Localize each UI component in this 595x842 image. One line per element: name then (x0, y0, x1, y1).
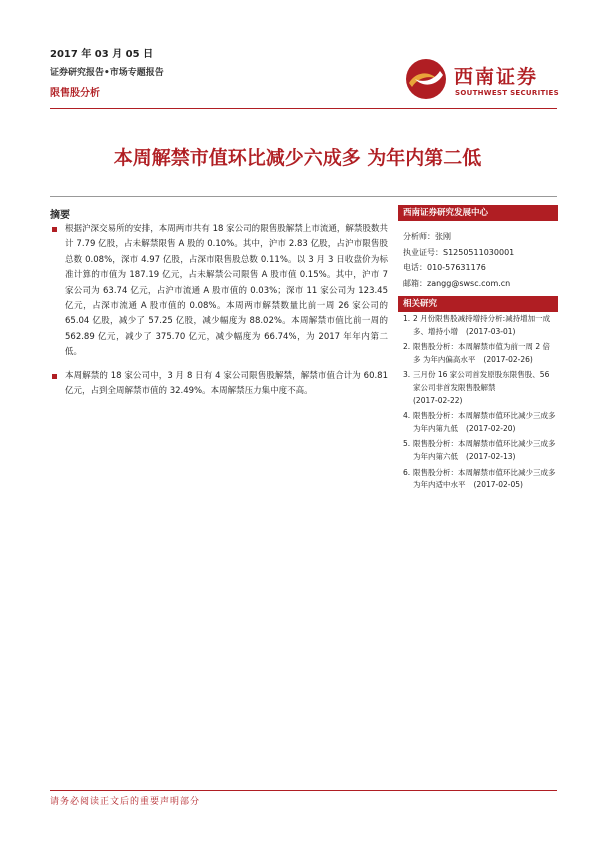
summary-bullet (50, 369, 388, 400)
related-item[interactable] (403, 410, 557, 435)
summary-bullet (50, 222, 388, 361)
title-divider (50, 196, 557, 197)
related-item-number: 5. (403, 439, 411, 449)
dept-heading: 西南证券研究发展中心 (398, 205, 558, 221)
related-item-date: (2017-02-26) (483, 354, 533, 364)
analyst-email[interactable]: 邮箱：zangg@swsc.com.cn (403, 278, 511, 288)
header-divider (50, 108, 557, 109)
analyst-name: 分析师：张刚 (403, 232, 451, 241)
related-item-number: 6. (403, 467, 411, 477)
related-item-number: 3. (403, 370, 411, 380)
related-item[interactable] (403, 369, 557, 407)
summary-body (50, 222, 388, 407)
related-item-date: (2017-03-01) (466, 326, 516, 336)
related-item-date: (2017-02-05) (473, 480, 523, 490)
footer-disclaimer: 请务必阅读正文后的重要声明部分 (50, 797, 201, 807)
analyst-license: 执业证号：S1250511030001 (403, 247, 515, 257)
company-logo (404, 55, 574, 105)
bullet-square-icon (52, 374, 57, 379)
related-item-date: (2017-02-20) (466, 423, 516, 433)
footer-divider (50, 790, 557, 791)
related-item-number: 2. (403, 342, 411, 352)
summary-bullet-text: 根据沪深交易所的安排，本周两市共有 18 家公司的限售股解禁上市流通，解禁股数共计 7.79 亿股，占未解禁限售 A 股的 0.10%。其中，沪市 2.83 亿股，占沪市限售股总数 0.08%，深市 4.97 亿股，占深市限售股总数 0.11%。以 3 月 3 日收盘价为标准计算的市值为 187.19 亿元，占未解禁公司限售 A 股市值 0.15%。其中，沪市 7 家公司为 63.74 亿元，占沪市流通 A 股市值的 0.03%；深市 11 家公司为 123.45 亿元，占深市流通 A 股市值的 0.08%。本周两市解禁数量比前一周 26 家公司的 65.04 亿股，减少了 57.25 亿股，减少幅度为 88.02%。本周解禁市值比前一周的 562.89 亿元，减少了 375.70 亿元，减少幅度为 66.74%，为 2017 年年内第二低。 (65, 224, 388, 358)
related-item-text: 三月份 16 家公司首发原股东限售股、56 家公司非首发限售股解禁 (413, 370, 550, 392)
summary-heading: 摘要 (50, 210, 70, 221)
related-heading: 相关研究 (398, 296, 558, 312)
report-date: 2017 年 03 月 05 日 (50, 49, 154, 60)
related-research-list (403, 313, 557, 495)
analyst-phone: 电话：010-57631176 (403, 263, 486, 273)
page-title: 本周解禁市值环比减少六成多 为年内第二低 (113, 147, 482, 169)
related-item-text: 限售股分析：本周解禁市值环比减少三成多 为年内第九低 (413, 411, 556, 433)
logo-name-cn: 西南证券 (454, 66, 539, 88)
related-item[interactable] (403, 313, 557, 338)
related-item[interactable] (403, 467, 557, 492)
related-item[interactable] (403, 438, 557, 463)
related-item-text: 限售股分析：本周解禁市值环比减少三成多 为年内第六低 (413, 439, 556, 461)
related-item-date: (2017-02-13) (466, 451, 516, 461)
report-category: 限售股分析 (50, 88, 100, 99)
related-item-number: 4. (403, 411, 411, 421)
related-item-text: 2 月份限售股减持增持分析:减持增加一成多、增持小增 (413, 314, 551, 336)
related-item-date: (2017-02-22) (413, 395, 463, 405)
logo-emblem-icon (404, 57, 448, 101)
bullet-square-icon (52, 227, 57, 232)
report-type: 证券研究报告•市场专题报告 (50, 68, 164, 78)
related-item-number: 1. (403, 314, 411, 323)
logo-name-en: SOUTHWEST SECURITIES (455, 89, 559, 97)
related-item[interactable] (403, 341, 557, 366)
related-item-text: 限售股分析：本周解禁市值环比减少三成多 为年内适中水平 (413, 467, 556, 490)
analyst-contact (403, 229, 514, 291)
related-item-text: 限售股分析：本周解禁市值为前一周 2 倍多 为年内偏高水平 (413, 342, 551, 364)
summary-bullet-text: 本周解禁的 18 家公司中，3 月 8 日有 4 家公司限售股解禁，解禁市值合计为 60.81 亿元，占到全周解禁市值的 32.49%。本周解禁压力集中度不高。 (65, 370, 388, 397)
